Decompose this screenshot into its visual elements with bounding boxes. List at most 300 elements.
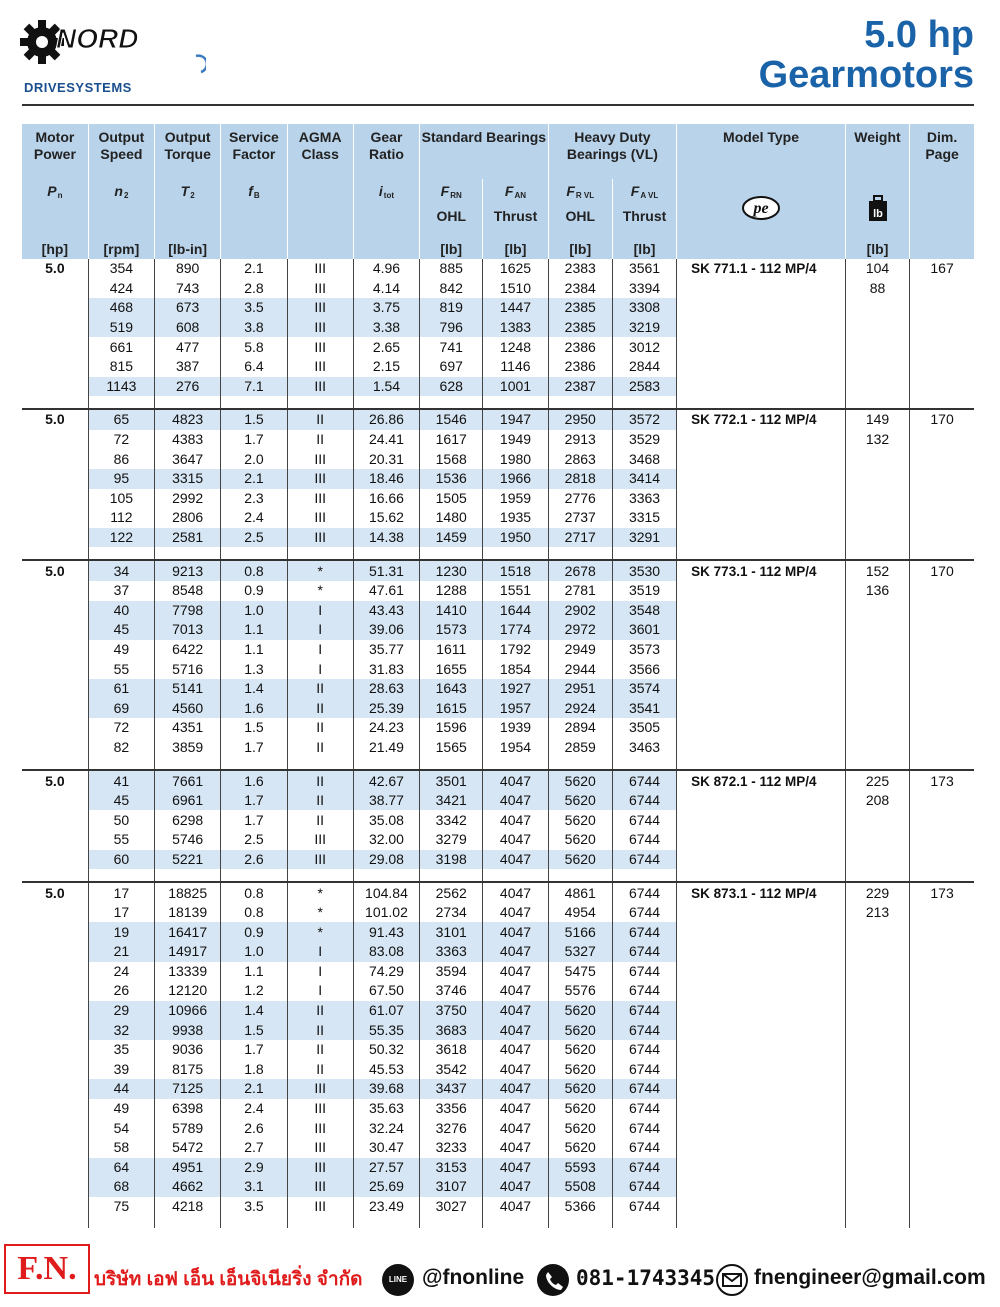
motor-power-cell	[22, 1118, 88, 1138]
agma-class-cell: I	[287, 981, 353, 1001]
frn-cell: 3198	[420, 850, 483, 870]
frvl-cell: 5166	[548, 922, 612, 942]
spacer-cell	[677, 396, 846, 409]
frn-cell: 1568	[420, 449, 483, 469]
weight-cell	[845, 738, 909, 758]
service-factor-cell: 2.1	[221, 1079, 287, 1099]
favl-cell: 6744	[612, 791, 676, 811]
weight-cell	[845, 1177, 909, 1197]
frn-cell: 1655	[420, 659, 483, 679]
agma-class-cell: III	[287, 1177, 353, 1197]
service-factor-cell: 1.7	[221, 810, 287, 830]
frn-cell: 2734	[420, 903, 483, 923]
model-cell	[677, 1158, 846, 1178]
model-cell	[677, 1138, 846, 1158]
torque-cell: 4662	[155, 1177, 221, 1197]
unit-blank-1	[221, 235, 287, 259]
spacer-cell	[155, 547, 221, 560]
col-motor-power: Motor Power	[22, 124, 88, 179]
torque-cell: 2992	[155, 489, 221, 509]
sym-itot: $i_{tot}$	[353, 179, 419, 235]
table-row	[22, 830, 974, 850]
frvl-cell: 5327	[548, 942, 612, 962]
agma-class-cell: III	[287, 830, 353, 850]
model-cell	[677, 279, 846, 299]
table-row	[22, 430, 974, 450]
favl-cell: 3219	[612, 318, 676, 338]
weight-cell	[845, 1197, 909, 1217]
table-row	[22, 508, 974, 528]
motor-power-cell	[22, 830, 88, 850]
service-factor-cell: 2.5	[221, 528, 287, 548]
spacer-cell	[287, 757, 353, 770]
service-factor-cell: 0.8	[221, 883, 287, 903]
torque-cell: 18139	[155, 903, 221, 923]
dim-page-cell	[910, 850, 974, 870]
fan-cell: 4047	[483, 903, 548, 923]
frn-cell: 628	[420, 377, 483, 397]
col-gear-ratio: Gear Ratio	[353, 124, 419, 179]
unit-blank-4	[677, 235, 846, 259]
frn-cell: 3750	[420, 1001, 483, 1021]
torque-cell: 4383	[155, 430, 221, 450]
motor-power-cell	[22, 1001, 88, 1021]
ratio-cell: 4.96	[353, 259, 419, 279]
weight-cell	[845, 962, 909, 982]
agma-class-cell: I	[287, 962, 353, 982]
torque-cell: 387	[155, 357, 221, 377]
torque-cell: 608	[155, 318, 221, 338]
fan-cell: 1957	[483, 698, 548, 718]
speed-cell: 95	[88, 469, 154, 489]
frvl-cell: 5620	[548, 1060, 612, 1080]
weight-cell	[845, 508, 909, 528]
email-address[interactable]: fnengineer@gmail.com	[754, 1266, 986, 1289]
motor-power-cell	[22, 620, 88, 640]
frn-cell: 1459	[420, 528, 483, 548]
fan-cell: 4047	[483, 810, 548, 830]
dim-page-cell	[910, 810, 974, 830]
favl-cell: 6744	[612, 1001, 676, 1021]
dim-page-cell	[910, 738, 974, 758]
spacer-cell	[483, 869, 548, 882]
spacer-cell	[353, 1216, 419, 1228]
speed-cell: 65	[88, 410, 154, 430]
frn-cell: 1536	[420, 469, 483, 489]
frn-cell: 3542	[420, 1060, 483, 1080]
frvl-cell: 5620	[548, 1079, 612, 1099]
model-cell	[677, 830, 846, 850]
fan-cell: 1980	[483, 449, 548, 469]
frn-cell: 1410	[420, 601, 483, 621]
torque-cell: 477	[155, 337, 221, 357]
speed-cell: 69	[88, 698, 154, 718]
ratio-cell: 35.08	[353, 810, 419, 830]
favl-cell: 3291	[612, 528, 676, 548]
ratio-cell: 24.41	[353, 430, 419, 450]
ratio-cell: 51.31	[353, 561, 419, 581]
dim-page-cell	[910, 1197, 974, 1217]
frn-cell: 3276	[420, 1118, 483, 1138]
fan-cell: 1510	[483, 279, 548, 299]
service-factor-cell: 2.4	[221, 508, 287, 528]
dim-page-cell	[910, 377, 974, 397]
fan-cell: 4047	[483, 1079, 548, 1099]
frn-cell: 1643	[420, 679, 483, 699]
frn-cell: 3342	[420, 810, 483, 830]
table-row	[22, 377, 974, 397]
frn-cell: 3618	[420, 1040, 483, 1060]
torque-cell: 9938	[155, 1020, 221, 1040]
motor-power-cell	[22, 430, 88, 450]
favl-cell: 6744	[612, 1177, 676, 1197]
weight-cell	[845, 718, 909, 738]
table-row	[22, 718, 974, 738]
spacer-cell	[88, 757, 154, 770]
ratio-cell: 28.63	[353, 679, 419, 699]
service-factor-cell: 0.9	[221, 581, 287, 601]
torque-cell: 7013	[155, 620, 221, 640]
table-row	[22, 620, 974, 640]
fan-cell: 1950	[483, 528, 548, 548]
motor-power-cell: 5.0	[22, 771, 88, 791]
speed-cell: 72	[88, 718, 154, 738]
col-model-type: Model Type	[677, 124, 846, 179]
model-cell	[677, 922, 846, 942]
table-row	[22, 410, 974, 430]
speed-cell: 1143	[88, 377, 154, 397]
frn-cell: 885	[420, 259, 483, 279]
brand-subtitle: DRIVESYSTEMS	[24, 80, 132, 95]
fan-cell: 1447	[483, 298, 548, 318]
frvl-cell: 2902	[548, 601, 612, 621]
model-cell	[677, 718, 846, 738]
ratio-cell: 4.14	[353, 279, 419, 299]
model-cell	[677, 601, 846, 621]
fan-cell: 4047	[483, 1118, 548, 1138]
motor-power-cell	[22, 298, 88, 318]
weight-cell	[845, 377, 909, 397]
frn-cell: 3437	[420, 1079, 483, 1099]
torque-cell: 8175	[155, 1060, 221, 1080]
frvl-cell: 2950	[548, 410, 612, 430]
frvl-cell: 2678	[548, 561, 612, 581]
agma-class-cell: III	[287, 1138, 353, 1158]
table-body	[22, 259, 974, 1228]
weight-cell	[845, 1001, 909, 1021]
unit-lb-5: [lb]	[845, 235, 909, 259]
service-factor-cell: 1.1	[221, 620, 287, 640]
weight-cell	[845, 981, 909, 1001]
dim-page-cell	[910, 718, 974, 738]
ratio-cell: 30.47	[353, 1138, 419, 1158]
service-factor-cell: 1.3	[221, 659, 287, 679]
ratio-cell: 74.29	[353, 962, 419, 982]
weight-cell	[845, 1040, 909, 1060]
favl-cell: 3541	[612, 698, 676, 718]
speed-cell: 112	[88, 508, 154, 528]
torque-cell: 743	[155, 279, 221, 299]
motor-power-cell	[22, 377, 88, 397]
model-cell: SK 772.1 - 112 MP/4	[677, 410, 846, 430]
dim-page-cell	[910, 581, 974, 601]
motor-power-cell	[22, 1040, 88, 1060]
service-factor-cell: 2.4	[221, 1099, 287, 1119]
torque-cell: 6298	[155, 810, 221, 830]
frvl-cell: 2818	[548, 469, 612, 489]
table-row	[22, 659, 974, 679]
unit-blank-3	[353, 235, 419, 259]
dim-page-cell: 173	[910, 883, 974, 903]
torque-cell: 4951	[155, 1158, 221, 1178]
speed-cell: 26	[88, 981, 154, 1001]
table-row	[22, 698, 974, 718]
unit-lb-3: [lb]	[548, 235, 612, 259]
speed-cell: 105	[88, 489, 154, 509]
model-cell	[677, 1040, 846, 1060]
service-factor-cell: 1.4	[221, 1001, 287, 1021]
favl-cell: 3573	[612, 640, 676, 660]
service-factor-cell: 2.3	[221, 489, 287, 509]
service-factor-cell: 7.1	[221, 377, 287, 397]
spacer-cell	[845, 1216, 909, 1228]
spacer-cell	[483, 396, 548, 409]
favl-cell: 6744	[612, 1118, 676, 1138]
service-factor-cell: 0.9	[221, 922, 287, 942]
table-row	[22, 962, 974, 982]
favl-cell: 6744	[612, 830, 676, 850]
service-factor-cell: 1.7	[221, 1040, 287, 1060]
sym-pn: $P_n$	[22, 179, 88, 235]
spacer-cell	[22, 869, 88, 882]
unit-lb-1: [lb]	[420, 235, 483, 259]
phone-number[interactable]: 081-1743345	[576, 1266, 716, 1290]
agma-class-cell: III	[287, 298, 353, 318]
table-row	[22, 337, 974, 357]
service-factor-cell: 2.1	[221, 259, 287, 279]
favl-cell: 6744	[612, 810, 676, 830]
ratio-cell: 3.38	[353, 318, 419, 338]
weight-cell	[845, 469, 909, 489]
table-row	[22, 469, 974, 489]
motor-power-cell	[22, 659, 88, 679]
dim-page-cell	[910, 1001, 974, 1021]
fan-cell: 4047	[483, 850, 548, 870]
agma-class-cell: III	[287, 449, 353, 469]
ratio-cell: 1.54	[353, 377, 419, 397]
motor-power-cell	[22, 1079, 88, 1099]
table-row	[22, 883, 974, 903]
dim-page-cell	[910, 298, 974, 318]
fan-cell: 4047	[483, 1020, 548, 1040]
torque-cell: 4823	[155, 410, 221, 430]
speed-cell: 58	[88, 1138, 154, 1158]
service-factor-cell: 2.8	[221, 279, 287, 299]
agma-class-cell: *	[287, 883, 353, 903]
agma-class-cell: III	[287, 489, 353, 509]
fan-cell: 1518	[483, 561, 548, 581]
service-factor-cell: 2.6	[221, 850, 287, 870]
frn-cell: 1615	[420, 698, 483, 718]
fan-cell: 1644	[483, 601, 548, 621]
line-id[interactable]: @fnonline	[422, 1266, 525, 1289]
torque-cell: 5472	[155, 1138, 221, 1158]
dim-page-cell	[910, 1177, 974, 1197]
agma-class-cell: III	[287, 318, 353, 338]
torque-cell: 3647	[155, 449, 221, 469]
unit-hp: [hp]	[22, 235, 88, 259]
header-divider	[22, 104, 974, 106]
fan-cell: 1551	[483, 581, 548, 601]
spacer-cell	[88, 547, 154, 560]
frn-cell: 1611	[420, 640, 483, 660]
agma-class-cell: III	[287, 850, 353, 870]
speed-cell: 519	[88, 318, 154, 338]
agma-class-cell: III	[287, 1197, 353, 1217]
dim-page-cell	[910, 1158, 974, 1178]
frvl-cell: 5620	[548, 830, 612, 850]
weight-cell	[845, 679, 909, 699]
favl-cell: 6744	[612, 903, 676, 923]
spacer-cell	[420, 396, 483, 409]
model-cell	[677, 1197, 846, 1217]
model-cell	[677, 377, 846, 397]
favl-cell: 6744	[612, 962, 676, 982]
speed-cell: 86	[88, 449, 154, 469]
speed-cell: 45	[88, 791, 154, 811]
motor-power-cell	[22, 981, 88, 1001]
fan-cell: 4047	[483, 962, 548, 982]
speed-cell: 661	[88, 337, 154, 357]
weight-cell	[845, 850, 909, 870]
agma-class-cell: I	[287, 601, 353, 621]
favl-cell: 3561	[612, 259, 676, 279]
table-row	[22, 1060, 974, 1080]
weight-cell	[845, 810, 909, 830]
spacer-cell	[22, 757, 88, 770]
frvl-cell: 2383	[548, 259, 612, 279]
spacer-cell	[612, 869, 676, 882]
frvl-cell: 5475	[548, 962, 612, 982]
page-title	[759, 16, 974, 94]
fan-cell: 1966	[483, 469, 548, 489]
motor-power-cell	[22, 1177, 88, 1197]
favl-cell: 6744	[612, 1060, 676, 1080]
table-row	[22, 640, 974, 660]
service-factor-cell: 1.0	[221, 601, 287, 621]
unit-rpm: [rpm]	[88, 235, 154, 259]
service-factor-cell: 2.7	[221, 1138, 287, 1158]
speed-cell: 34	[88, 561, 154, 581]
favl-cell: 6744	[612, 1158, 676, 1178]
frvl-cell: 5620	[548, 1138, 612, 1158]
speed-cell: 19	[88, 922, 154, 942]
ratio-cell: 21.49	[353, 738, 419, 758]
frvl-cell: 5620	[548, 791, 612, 811]
torque-cell: 12120	[155, 981, 221, 1001]
model-cell	[677, 810, 846, 830]
spacer-cell	[22, 396, 88, 409]
dim-page-cell	[910, 430, 974, 450]
service-factor-cell: 3.1	[221, 1177, 287, 1197]
agma-class-cell: *	[287, 922, 353, 942]
spacer-cell	[483, 547, 548, 560]
motor-power-cell: 5.0	[45, 884, 65, 901]
frn-cell: 819	[420, 298, 483, 318]
fan-cell: 4047	[483, 883, 548, 903]
favl-cell: 3566	[612, 659, 676, 679]
model-cell	[677, 1060, 846, 1080]
ratio-cell: 18.46	[353, 469, 419, 489]
table-row	[22, 279, 974, 299]
speed-cell: 55	[88, 830, 154, 850]
speed-cell: 49	[88, 1099, 154, 1119]
torque-cell: 276	[155, 377, 221, 397]
service-factor-cell: 1.5	[221, 718, 287, 738]
dim-page-cell: 170	[910, 410, 974, 430]
fan-cell: 1792	[483, 640, 548, 660]
fan-cell: 4047	[483, 1158, 548, 1178]
model-cell	[677, 620, 846, 640]
table-row	[22, 449, 974, 469]
spacer-cell	[548, 547, 612, 560]
torque-cell: 6961	[155, 791, 221, 811]
fan-cell: 4047	[483, 771, 548, 791]
favl-cell: 3548	[612, 601, 676, 621]
ratio-cell: 55.35	[353, 1020, 419, 1040]
favl-cell: 6744	[612, 1138, 676, 1158]
agma-class-cell: II	[287, 430, 353, 450]
weight-cell: 152	[845, 561, 909, 581]
unit-blank-2	[287, 235, 353, 259]
motor-power-cell	[22, 903, 88, 923]
motor-power-cell	[22, 942, 88, 962]
frvl-cell: 5508	[548, 1177, 612, 1197]
service-factor-cell: 1.5	[221, 410, 287, 430]
sym-favl: $F_{A VL}$ Thrust	[612, 179, 676, 235]
label-ohl-hd: OHL	[565, 208, 596, 224]
ratio-cell: 20.31	[353, 449, 419, 469]
table-row	[22, 561, 974, 581]
fan-cell: 4047	[483, 1060, 548, 1080]
dim-page-cell	[910, 357, 974, 377]
model-cell: SK 872.1 - 112 MP/4	[677, 771, 846, 791]
favl-cell: 6744	[612, 922, 676, 942]
spacer-cell	[22, 547, 88, 560]
group-spacer	[22, 757, 974, 770]
weight-cell	[845, 528, 909, 548]
model-cell	[677, 903, 846, 923]
speed-cell: 37	[88, 581, 154, 601]
model-cell	[677, 1079, 846, 1099]
dim-page-cell	[910, 1138, 974, 1158]
speed-cell: 44	[88, 1079, 154, 1099]
weight-cell	[845, 318, 909, 338]
spacer-cell	[548, 1216, 612, 1228]
favl-cell: 3572	[612, 410, 676, 430]
favl-cell: 3574	[612, 679, 676, 699]
table-row	[22, 259, 974, 279]
spacer-cell	[910, 1216, 974, 1228]
frn-cell: 3101	[420, 922, 483, 942]
service-factor-cell: 1.5	[221, 1020, 287, 1040]
frn-cell: 3683	[420, 1020, 483, 1040]
frvl-cell: 5620	[548, 1118, 612, 1138]
ratio-cell: 25.69	[353, 1177, 419, 1197]
spacer-cell	[845, 869, 909, 882]
unit-blank-5	[910, 235, 974, 259]
ratio-cell: 42.67	[353, 771, 419, 791]
